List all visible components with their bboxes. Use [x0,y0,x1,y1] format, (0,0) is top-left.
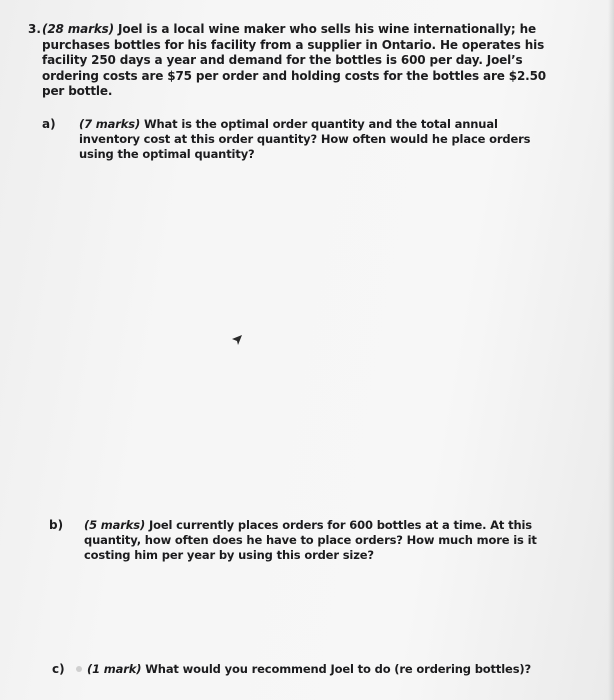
part-a-text: What is the optimal order quantity and the total annual inventory cost at this order quantity? How often would he place orders using the optimal quantity? [79,117,531,161]
part-a-letter: a) [42,117,56,131]
question-number: 3. [28,22,41,36]
part-c [87,662,567,677]
part-a-marks: (7 marks) [79,117,141,131]
question-text [42,22,567,100]
part-c-letter: c) [52,662,65,676]
part-a [79,117,559,162]
page-shadow-edge [608,0,614,700]
question-body: Joel is a local wine maker who sells his wine internationally; he purchases bottles for his facility from a supplier in Ontario. He operates his facility 250 days a year and demand for the bottles is 600 per day. Joel’s ordering costs are $75 per order and holding costs for the bottles are $2.50 per bottle. [42,22,546,98]
question-marks: (28 marks) [42,22,114,36]
part-c-text: What would you recommend Joel to do (re ordering bottles)? [145,662,532,676]
part-b-letter: b) [49,518,64,532]
part-b [84,518,560,563]
part-b-marks: (5 marks) [84,518,146,532]
part-c-marks: (1 mark) [87,662,142,676]
faint-mark [76,666,82,672]
part-b-text: Joel currently places orders for 600 bottles at a time. At this quantity, how often does he have to place orders? How much more is it costing him per year by using this order size? [84,518,537,562]
pointer-arrow-icon [230,333,244,347]
